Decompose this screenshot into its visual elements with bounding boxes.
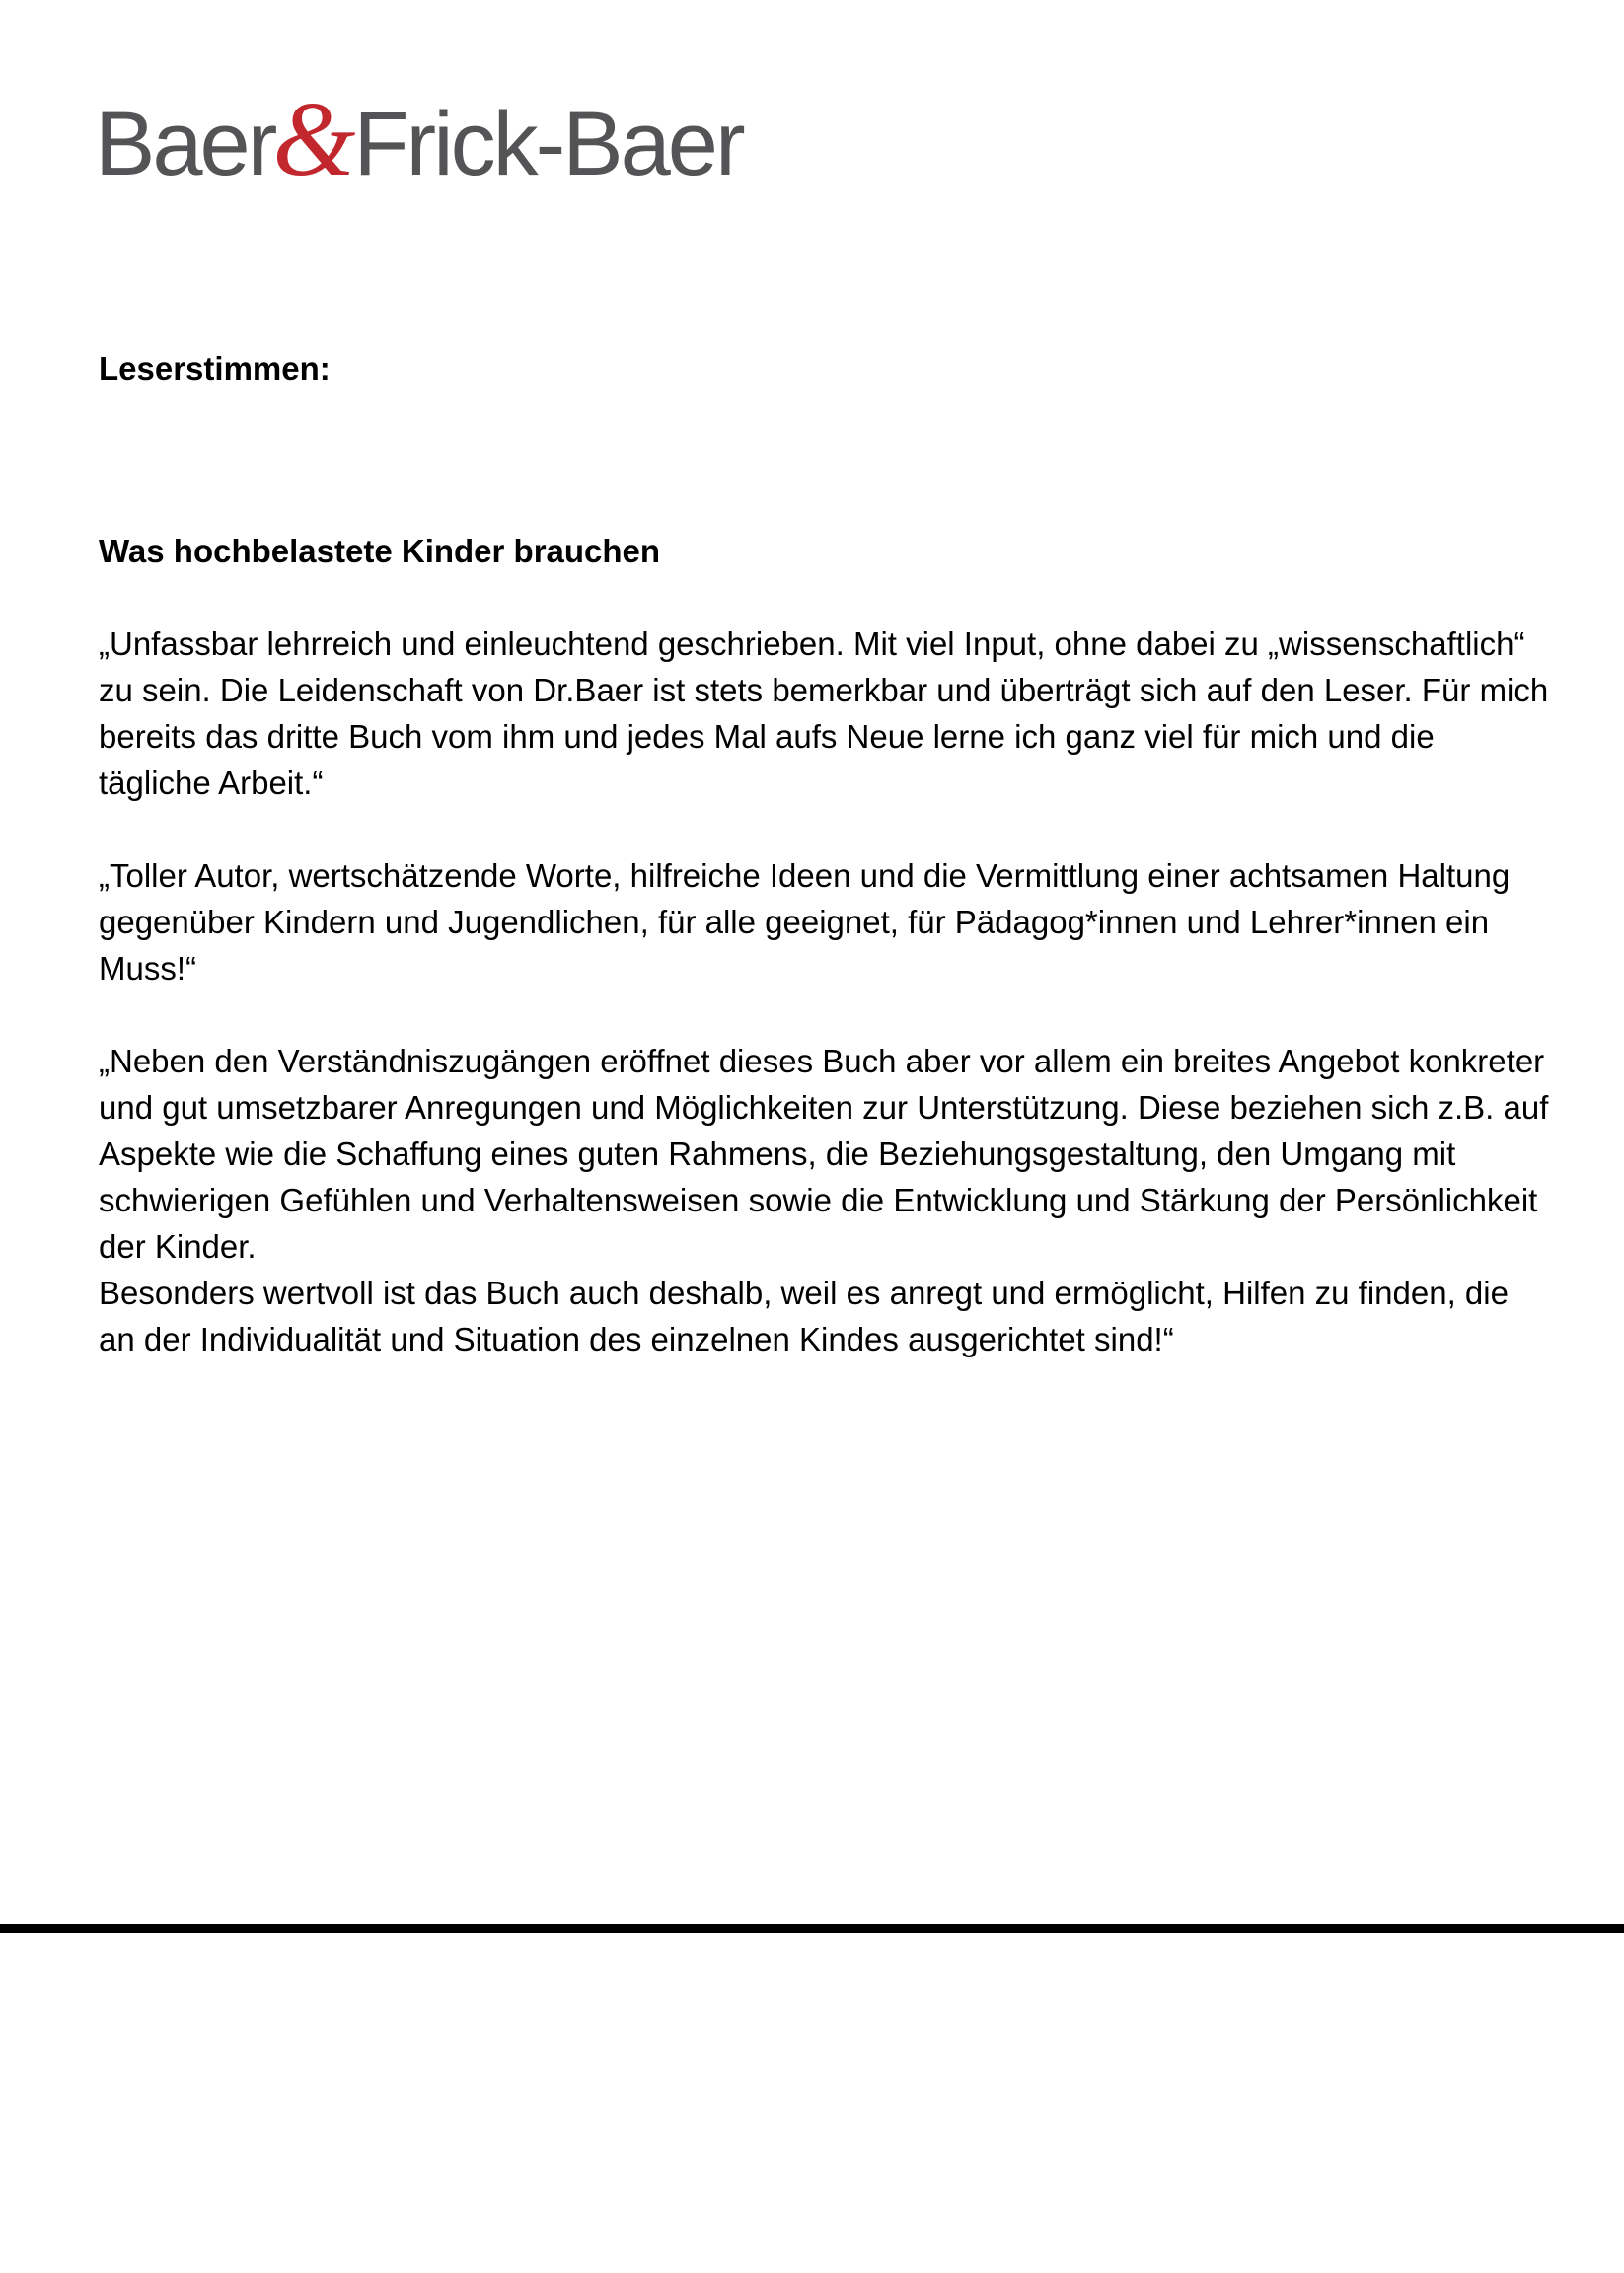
reader-quote-3	[99, 1038, 1549, 1362]
document-body	[99, 345, 1549, 1362]
book-title: Was hochbelastete Kinder brauchen	[99, 533, 661, 569]
horizontal-divider	[0, 1924, 1624, 1933]
quote-paragraph: Besonders wertvoll ist das Buch auch deshalb, weil es anregt und ermöglicht, Hilfen zu finden, die an der Individualität und Situation des einzelnen Kindes ausgerichtet sind!“	[99, 1275, 1509, 1357]
reader-quote-2	[99, 852, 1549, 991]
logo-ampersand: &	[272, 81, 356, 198]
quote-paragraph: „Toller Autor, wertschätzende Worte, hilfreiche Ideen und die Vermittlung einer achtsamen Haltung gegenüber Kindern und Jugendlichen, für alle geeignet, für Pädagog*innen und Lehrer*innen ein Muss!“	[99, 857, 1511, 987]
logo-text-baer: Baer	[95, 94, 275, 194]
quote-paragraph: „Neben den Verständniszugängen eröffnet dieses Buch aber vor allem ein breites Angebot konkreter und gut umsetzbarer Anregungen und Möglichkeiten zur Unterstützung. Diese beziehen sich z.B. auf Aspekte wie die Schaffung eines guten Rahmens, die Beziehungsgestaltung, den Umgang mit schwierigen Gefühlen und Verhaltensweisen sowie die Entwicklung und Stärkung der Persönlichkeit der Kinder.	[99, 1043, 1549, 1265]
page-heading: Leserstimmen:	[99, 350, 331, 387]
logo-text-frick-baer: Frick-Baer	[353, 94, 743, 194]
reader-quote-1	[99, 621, 1549, 806]
quote-paragraph: „Unfassbar lehrreich und einleuchtend geschrieben. Mit viel Input, ohne dabei zu „wissenschaftlich“ zu sein. Die Leidenschaft von Dr.Baer ist stets bemerkbar und überträgt sich auf den Leser. Für mich bereits das dritte Buch vom ihm und jedes Mal aufs Neue lerne ich ganz viel für mich und die tägliche Arbeit.“	[99, 625, 1549, 801]
brand-logo	[95, 81, 743, 198]
